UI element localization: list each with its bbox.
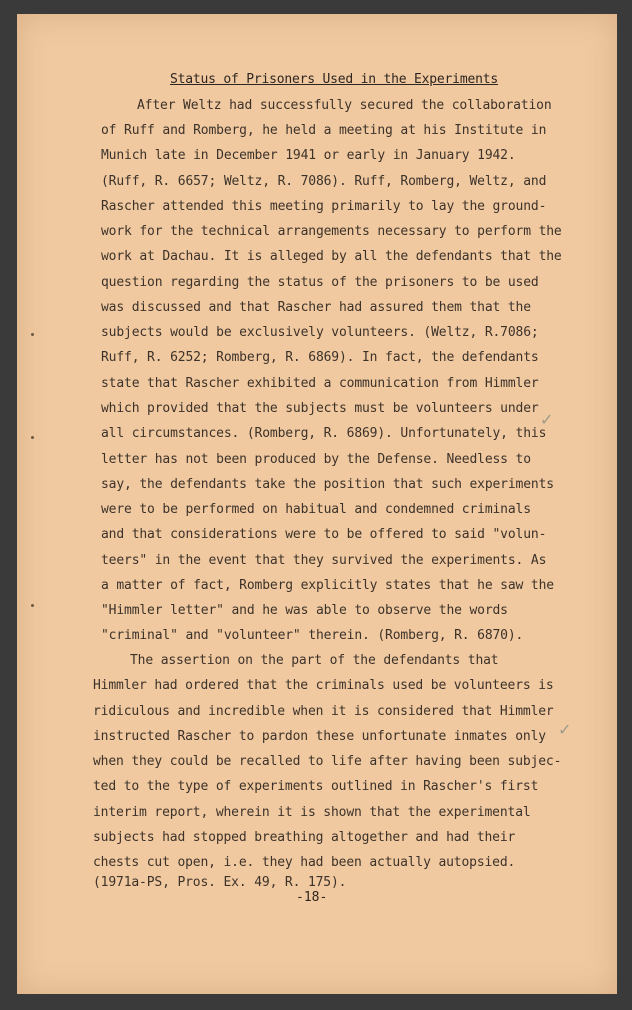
text-line: all circumstances. (Romberg, R. 6869). Unfortunately, this [101, 426, 547, 441]
checkmark-icon: ✓ [540, 410, 554, 429]
text-line: ridiculous and incredible when it is considered that Himmler [93, 704, 554, 719]
text-line: Munich late in December 1941 or early in January 1942. [101, 148, 516, 163]
text-line: when they could be recalled to life after having been subjec- [93, 754, 562, 769]
document-title: Status of Prisoners Used in the Experiments [170, 72, 498, 87]
text-line: question regarding the status of the prisoners to be used [101, 275, 539, 290]
text-line: After Weltz had successfully secured the collaboration [137, 98, 552, 113]
text-line: a matter of fact, Romberg explicitly states that he saw the [101, 578, 554, 593]
text-line: interim report, wherein it is shown that the experimental [93, 805, 531, 820]
text-line: ted to the type of experiments outlined in Rascher's first [93, 779, 539, 794]
text-line: "Himmler letter" and he was able to observe the words [101, 603, 508, 618]
text-line: subjects had stopped breathing altogether and had their [93, 830, 516, 845]
text-line: teers" in the event that they survived the experiments. As [101, 553, 547, 568]
text-line: state that Rascher exhibited a communication from Himmler [101, 376, 539, 391]
margin-speck [31, 604, 34, 607]
text-line: (1971a-PS, Pros. Ex. 49, R. 175). [93, 875, 347, 890]
page-number: -18- [296, 890, 328, 905]
text-line: work at Dachau. It is alleged by all the defendants that the [101, 249, 562, 264]
text-line: Ruff, R. 6252; Romberg, R. 6869). In fact, the defendants [101, 350, 539, 365]
text-line: Rascher attended this meeting primarily to lay the ground- [101, 199, 547, 214]
text-line: instructed Rascher to pardon these unfortunate inmates only [93, 729, 546, 744]
text-line: of Ruff and Romberg, he held a meeting at his Institute in [101, 123, 547, 138]
text-line: were to be performed on habitual and condemned criminals [101, 502, 531, 517]
margin-speck [31, 333, 34, 336]
text-line: "criminal" and "volunteer" therein. (Romberg, R. 6870). [101, 628, 524, 643]
text-line: was discussed and that Rascher had assured them that the [101, 300, 531, 315]
text-line: chests cut open, i.e. they had been actually autopsied. [93, 855, 516, 870]
text-line: letter has not been produced by the Defense. Needless to [101, 452, 531, 467]
text-line: Himmler had ordered that the criminals used be volunteers is [93, 678, 554, 693]
text-line: (Ruff, R. 6657; Weltz, R. 7086). Ruff, Romberg, Weltz, and [101, 174, 547, 189]
checkmark-icon: ✓ [558, 720, 572, 739]
margin-speck [31, 436, 34, 439]
text-line: which provided that the subjects must be volunteers under [101, 401, 539, 416]
text-line: and that considerations were to be offered to said "volun- [101, 527, 547, 542]
text-line: subjects would be exclusively volunteers. (Weltz, R.7086; [101, 325, 539, 340]
text-line: The assertion on the part of the defendants that [130, 653, 499, 668]
text-line: say, the defendants take the position that such experiments [101, 477, 554, 492]
text-line: work for the technical arrangements necessary to perform the [101, 224, 562, 239]
